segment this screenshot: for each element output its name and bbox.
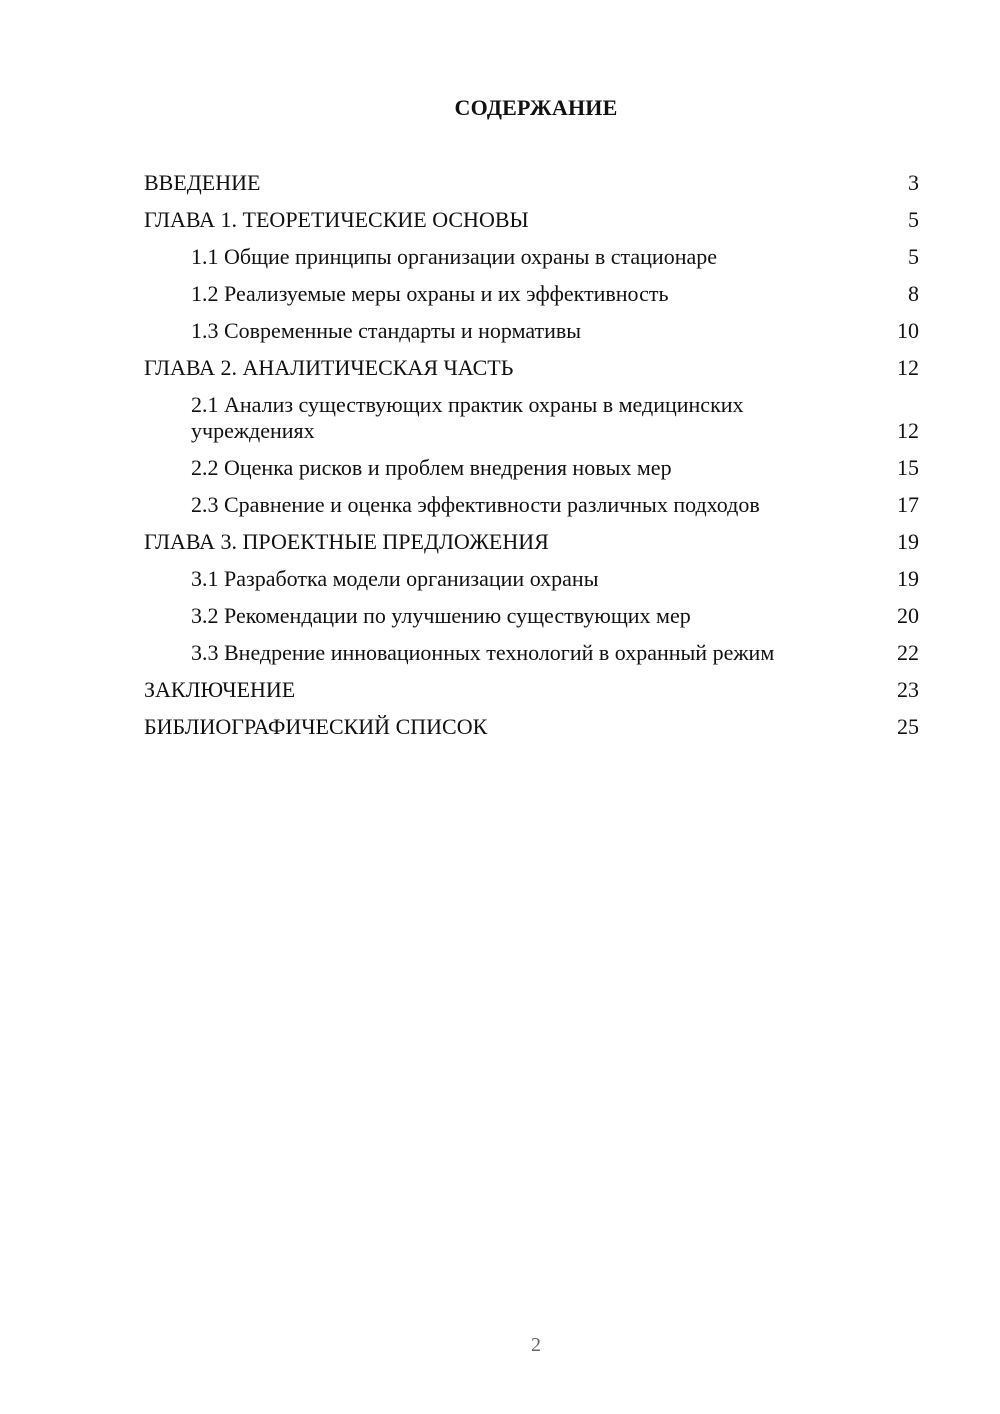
toc-entry-introduction <box>144 170 919 196</box>
toc-entry-page: 19 <box>897 566 919 591</box>
toc-entry-page: 8 <box>908 281 919 306</box>
toc-entry-title: 1.1 Общие принципы организации охраны в стационаре <box>191 244 718 269</box>
toc-entry-page: 5 <box>908 207 919 232</box>
toc-entry-title: 3.1 Разработка модели организации охраны <box>191 566 599 591</box>
toc-entry-title: 1.3 Современные стандарты и нормативы <box>191 318 582 343</box>
toc-entry-page: 12 <box>897 418 919 443</box>
toc-entry-page: 25 <box>897 714 919 739</box>
toc-entry-page: 12 <box>897 355 919 380</box>
page-title: СОДЕРЖАНИЕ <box>454 95 618 120</box>
toc-entry-page: 5 <box>908 244 919 269</box>
table-of-contents <box>144 170 919 751</box>
toc-entry-section-2-2 <box>144 455 919 481</box>
toc-entry-conclusion <box>144 677 919 703</box>
toc-entry-section-2-1 <box>144 392 919 444</box>
toc-entry-title: 3.2 Рекомендации по улучшению существующих мер <box>191 603 691 628</box>
toc-entry-chapter-1 <box>144 207 919 233</box>
toc-entry-title: 2.2 Оценка рисков и проблем внедрения новых мер <box>191 455 672 480</box>
toc-entry-title: ЗАКЛЮЧЕНИЕ <box>144 677 296 702</box>
toc-entry-page: 19 <box>897 529 919 554</box>
toc-entry-page: 10 <box>897 318 919 343</box>
toc-entry-section-1-1 <box>144 244 919 270</box>
toc-entry-chapter-2 <box>144 355 919 381</box>
toc-entry-title: ВВЕДЕНИЕ <box>144 170 261 195</box>
toc-entry-title: 1.2 Реализуемые меры охраны и их эффективность <box>191 281 669 306</box>
toc-entry-section-3-2 <box>144 603 919 629</box>
toc-entry-section-3-3 <box>144 640 919 666</box>
toc-entry-title: ГЛАВА 3. ПРОЕКТНЫЕ ПРЕДЛОЖЕНИЯ <box>144 529 549 554</box>
toc-entry-section-2-3 <box>144 492 919 518</box>
toc-entry-section-3-1 <box>144 566 919 592</box>
toc-entry-title: 2.1 Анализ существующих практик охраны в медицинских учреждениях <box>191 392 744 443</box>
page-number: 2 <box>531 1334 541 1356</box>
toc-entry-title: БИБЛИОГРАФИЧЕСКИЙ СПИСОК <box>144 714 488 739</box>
toc-entry-title: 3.3 Внедрение инновационных технологий в охранный режим <box>191 640 775 665</box>
toc-entry-section-1-3 <box>144 318 919 344</box>
toc-entry-bibliography <box>144 714 919 740</box>
toc-entry-title: ГЛАВА 2. АНАЛИТИЧЕСКАЯ ЧАСТЬ <box>144 355 514 380</box>
toc-entry-page: 15 <box>897 455 919 480</box>
toc-entry-section-1-2 <box>144 281 919 307</box>
toc-entry-chapter-3 <box>144 529 919 555</box>
toc-entry-page: 20 <box>897 603 919 628</box>
toc-entry-page: 22 <box>897 640 919 665</box>
toc-entry-title: ГЛАВА 1. ТЕОРЕТИЧЕСКИЕ ОСНОВЫ <box>144 207 529 232</box>
toc-entry-title: 2.3 Сравнение и оценка эффективности различных подходов <box>191 492 760 517</box>
toc-entry-page: 23 <box>897 677 919 702</box>
toc-entry-page: 17 <box>897 492 919 517</box>
toc-entry-page: 3 <box>908 170 919 195</box>
